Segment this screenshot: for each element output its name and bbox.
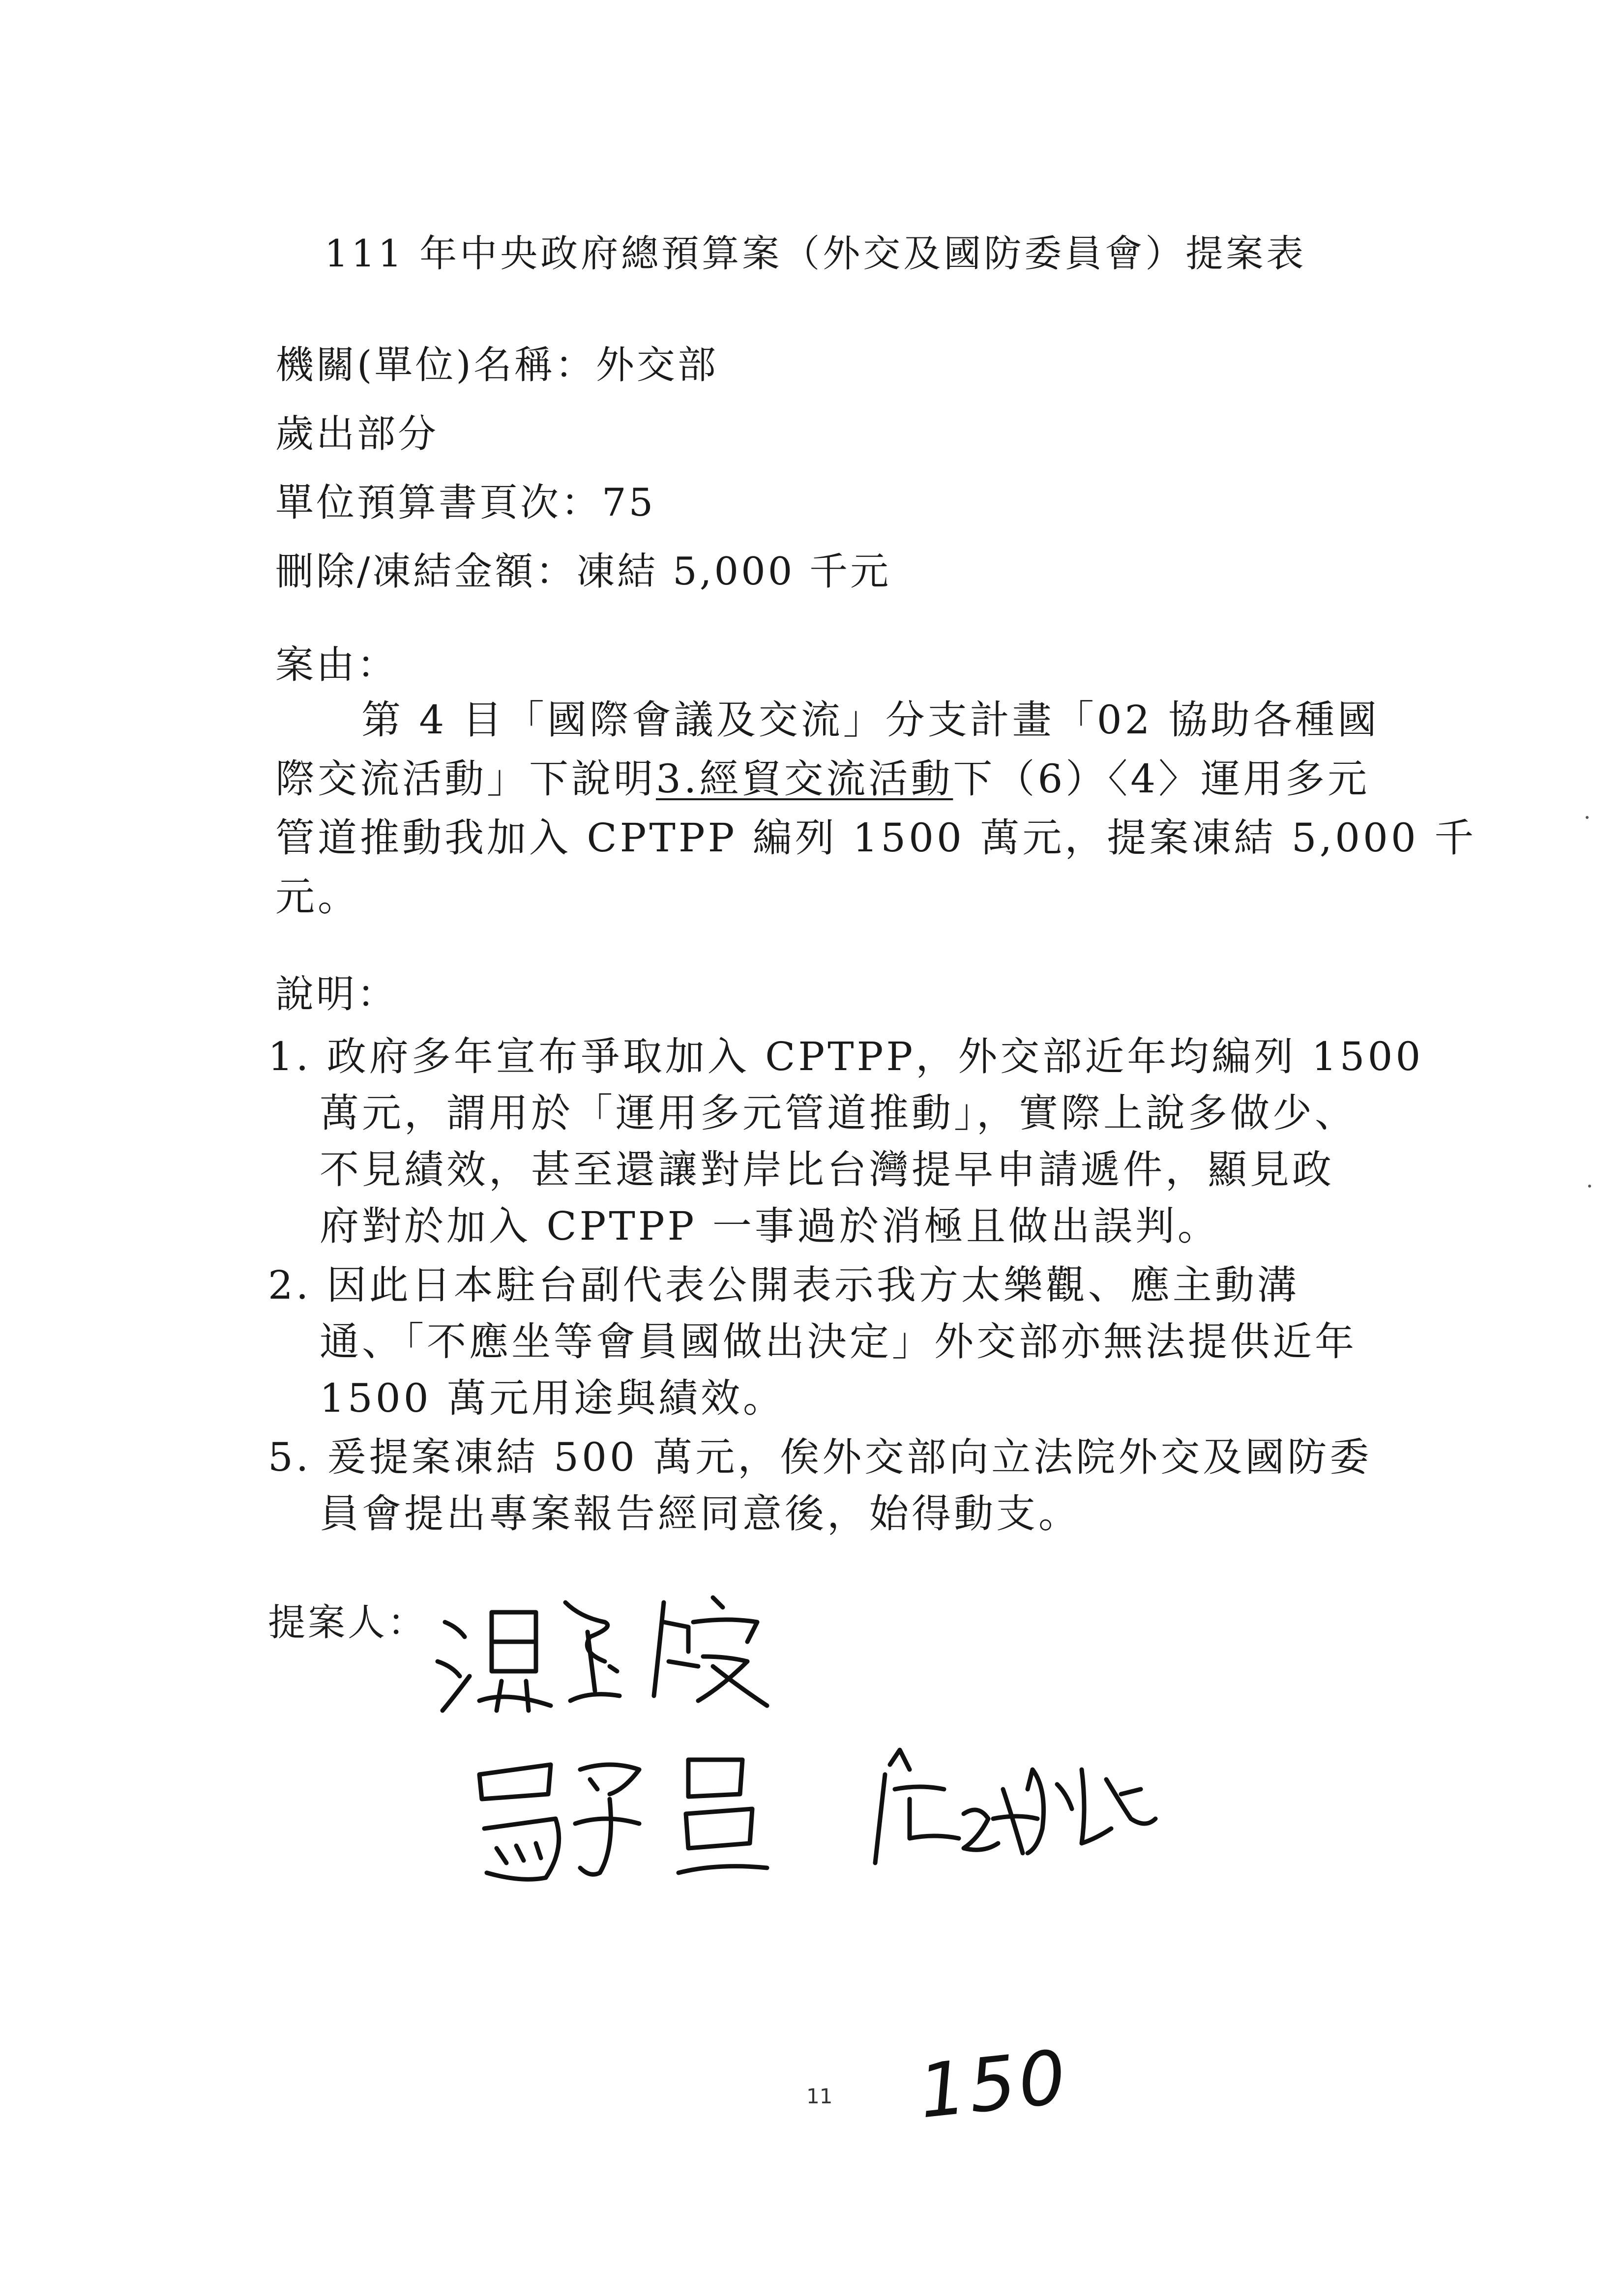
- scan-speck: [1588, 1185, 1591, 1188]
- explanation-line: 5. 爰提案凍結 500 萬元，俟外交部向立法院外交及國防委: [268, 1434, 1372, 1480]
- explanation-line: 不見績效，甚至還讓對岸比台灣提早申請遞件，顯見政: [320, 1147, 1334, 1192]
- explanation-line: 萬元，謂用於「運用多元管道推動」，實際上說多做少、: [320, 1090, 1357, 1136]
- handwritten-page-number: 150: [915, 2034, 1073, 2135]
- underlined-item: 3.經貿交流活動: [656, 756, 953, 802]
- reason-line: 管道推動我加入 CPTPP 編列 1500 萬元，提案凍結 5,000 千: [275, 815, 1477, 861]
- agency-name: 機關(單位)名稱：外交部: [275, 343, 718, 387]
- reason-text: 下（6）〈4〉運用多元: [953, 756, 1370, 802]
- signature-3: [875, 1750, 1155, 1863]
- reason-line: [275, 747, 1370, 804]
- reason-heading: 案由：: [275, 643, 398, 687]
- explanation-line: 通、「不應坐等會員國做出決定」外交部亦無法提供近年: [320, 1319, 1357, 1365]
- document-title: 111 年中央政府總預算案（外交及國防委員會）提案表: [325, 232, 1307, 275]
- explanation-heading: 說明：: [275, 972, 398, 1017]
- reason-line: 元。: [275, 874, 360, 920]
- explanation-line: 府對於加入 CPTPP 一事過於消極且做出誤判。: [320, 1203, 1220, 1249]
- explanation-line: 員會提出專案報告經同意後，始得動支。: [320, 1491, 1081, 1537]
- freeze-amount: 刪除/凍結金額：凍結 5,000 千元: [275, 550, 891, 594]
- explanation-line: 2. 因此日本駐台副代表公開表示我方太樂觀、應主動溝: [268, 1262, 1299, 1308]
- reason-line: 第 4 目「國際會議及交流」分支計畫「02 協助各種國: [361, 697, 1380, 743]
- signature-2: [479, 1760, 767, 1879]
- explanation-line: 1. 政府多年宣布爭取加入 CPTPP，外交部近年均編列 1500: [268, 1034, 1424, 1079]
- budget-page: 單位預算書頁次：75: [275, 481, 656, 525]
- signature-1: [438, 1598, 767, 1711]
- section-label: 歲出部分: [275, 412, 439, 456]
- proposer-label: 提案人：: [268, 1600, 427, 1644]
- explanation-line: 1500 萬元用途與績效。: [320, 1375, 786, 1421]
- page-number: 11: [806, 2084, 833, 2108]
- reason-text: 際交流活動」下說明: [275, 756, 656, 802]
- scan-speck: [1586, 816, 1589, 819]
